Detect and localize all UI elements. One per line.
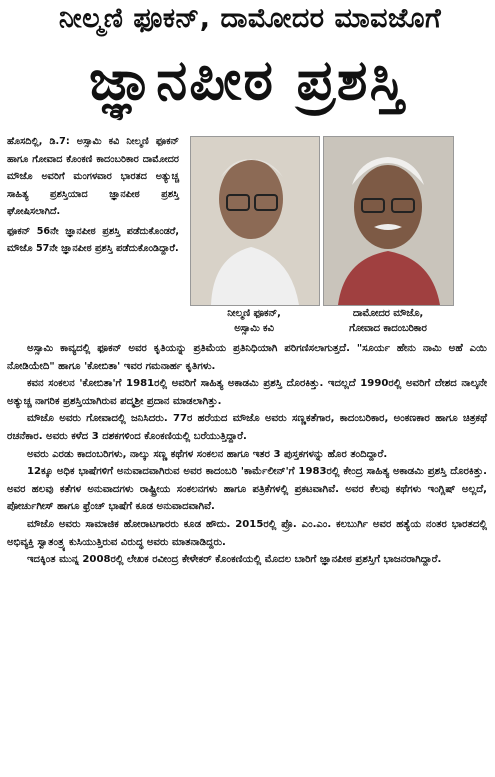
body-paragraph: ಮೌಜೊ ಅವರು ಗೋವಾದಲ್ಲಿ ಜನಿಸಿದರು. 77ರ ಹರೆಯದ ಮೌಜೊ ಅವರು ಸಣ್ಣಕತೆಗಾರ, ಕಾದಂಬರಿಕಾರ, ಅಂಕಣಕಾರ ಹಾಗೂ ಚಿತ್ರಕಥೆ ರಚನೆಕಾರ. ಅವರು ಕಳೆದ 3 ದಶಕಗಳಿಂದ ಕೊಂಕಣಿಯಲ್ಲಿ ಬರೆಯುತ್ತಿದ್ದಾರೆ.: [7, 413, 487, 442]
portrait-photo-nilmani-phookan: [190, 136, 320, 306]
article-body: [7, 340, 487, 569]
lead-column: [7, 133, 179, 260]
body-paragraph: ಕವನ ಸಂಕಲನ 'ಕೋಬಿತಾ'ಗೆ 1981ರಲ್ಲಿ ಅವರಿಗೆ ಸಾಹಿತ್ಯ ಅಕಾಡಮಿ ಪ್ರಶಸ್ತಿ ದೊರಕಿತ್ತು. ಇದಲ್ಲದೆ 1990ರಲ್ಲಿ ಅವರಿಗೆ ದೇಶದ ನಾಲ್ಕನೇ ಅತ್ಯುಚ್ಚ ನಾಗರಿಕ ಪ್ರಶಸ್ತಿಯಾಗಿರುವ ಪದ್ಮಶ್ರೀ ಪ್ರದಾನ ಮಾಡಲಾಗಿತ್ತು.: [7, 378, 487, 407]
body-paragraph: ಇದಕ್ಕಿಂತ ಮುನ್ನ 2008ರಲ್ಲಿ ಲೇಖಕ ರವೀಂದ್ರ ಕೇಳೇಕರ್ ಕೊಂಕಣಿಯಲ್ಲಿ ಮೊದಲ ಬಾರಿಗೆ ಜ್ಞಾನಪೀಠ ಪ್ರಶಸ್ತಿಗೆ ಭಾಜನರಾಗಿದ್ದಾರೆ.: [27, 554, 442, 566]
caption-role: ಅಸ್ಸಾಮಿ ಕವಿ: [234, 323, 274, 334]
body-paragraph: ಮೌಜೊ ಅವರು ಸಾಮಾಜಿಕ ಹೋರಾಟಗಾರರು ಕೂಡ ಹೌದು. 2015ರಲ್ಲಿ ಪ್ರೊ. ಎಂ.ಎಂ. ಕಲಬುರ್ಗಿ ಅವರ ಹತ್ಯೆಯ ನಂತರ ಭಾರತದಲ್ಲಿ ಅಭಿವ್ಯಕ್ತಿ ಸ್ವಾತಂತ್ರ್ಯ ಕುಸಿಯುತ್ತಿರುವ ವಿರುದ್ಧ ಅವರು ಮಾತನಾಡಿದ್ದರು.: [7, 518, 487, 548]
body-paragraph: ಅಸ್ಸಾಮಿ ಕಾವ್ಯದಲ್ಲಿ ಫೂಕನ್ ಅವರ ಕೃತಿಯನ್ನು ಪ್ರತಿಮೆಯ ಪ್ರತಿನಿಧಿಯಾಗಿ ಪರಿಗಣಿಸಲಾಗುತ್ತದೆ. "ಸೂರ್ಯ ಹೇನು ನಾಮಿ ಅಹೆ ಎಯಿ ನೋಡಿಯೇದಿ" ಹಾಗೂ 'ಕೋಬಿತಾ' ಇವರ ಗಮನಾರ್ಹ ಕೃತಿಗಳು.: [7, 343, 487, 372]
caption-role: ಗೋವಾದ ಕಾದಂಬರಿಕಾರ: [349, 323, 427, 334]
photo-caption-1: [190, 306, 318, 336]
portrait-photo-damodar-mauzo: [323, 136, 454, 306]
photo-caption-2: [320, 306, 456, 336]
caption-name: ದಾಮೋದರ ಮೌಜೊ,: [352, 308, 424, 319]
headline-line-1: ನೀಲ್ಮಣಿ ಫೂಕನ್, ದಾಮೋದರ ಮಾವಜೊಗೆ: [58, 3, 442, 34]
lead-paragraph: ಫೂಕನ್ 56ನೇ ಜ್ಞಾನಪೀಠ ಪ್ರಶಸ್ತಿ ಪಡೆದುಕೊಂಡರೆ, ಮೌಜೊ 57ನೇ ಜ್ಞಾನಪೀಠ ಪ್ರಶಸ್ತಿ ಪಡೆದುಕೊಂಡಿದ್ದಾರೆ.: [7, 225, 179, 254]
body-paragraph: ಅವರು ಎರಡು ಕಾದಂಬರಿಗಳು, ನಾಲ್ಕು ಸಣ್ಣ ಕಥೆಗಳ ಸಂಕಲನ ಹಾಗೂ ಇತರ 3 ಪುಸ್ತಕಗಳನ್ನು ಹೊರ ತಂದಿದ್ದಾರೆ.: [27, 448, 388, 460]
caption-name: ನೀಲ್ಮಣಿ ಫೂಕನ್,: [227, 308, 281, 319]
headline-line-2: ಜ್ಞಾನಪೀಠ ಪ್ರಶಸ್ತಿ: [88, 48, 406, 113]
lead-paragraph: ಹೊಸದಿಲ್ಲಿ, ಡಿ.7: ಅಸ್ಸಾಮಿ ಕವಿ ನೀಲ್ಮಣಿ ಫೂಕನ್ ಹಾಗೂ ಗೋವಾದ ಕೊಂಕಣಿ ಕಾದಂಬರಿಕಾರ ದಾಮೋದರ ಮೌಜೊ ಅವರಿಗೆ ಮಂಗಳವಾರ ಭಾರತದ ಅತ್ಯುಚ್ಚ ಸಾಹಿತ್ಯ ಪ್ರಶಸ್ತಿಯಾದ ಜ್ಞಾನಪೀಠ ಪ್ರಶಸ್ತಿ ಘೋಷಿಸಲಾಗಿದೆ.: [7, 136, 179, 217]
body-paragraph: 12ಕ್ಕೂ ಅಧಿಕ ಭಾಷೆಗಳಿಗೆ ಅನುವಾದವಾಗಿರುವ ಅವರ ಕಾದಂಬರಿ 'ಕಾರ್ಮೆಲೀನ್'ಗೆ 1983ರಲ್ಲಿ ಕೇಂದ್ರ ಸಾಹಿತ್ಯ ಅಕಾಡಮಿ ಪ್ರಶಸ್ತಿ ದೊರಕಿತ್ತು. ಅವರ ಹಲವು ಕತೆಗಳ ಅನುವಾದಗಳು ರಾಷ್ಟ್ರೀಯ ಸಂಕಲನಗಳು ಹಾಗೂ ಪತ್ರಿಕೆಗಳಲ್ಲಿ ಪ್ರಕಟವಾಗಿವೆ. ಅವರ ಕೆಲವು ಕಥೆಗಳು ಇಂಗ್ಲಿಷ್ ಅಲ್ಲದೆ, ಪೋರ್ಚುಗೀಸ್ ಹಾಗೂ ಫ್ರೆಂಚ್ ಭಾಷೆಗೆ ಕೂಡ ಅನುವಾದವಾಗಿವೆ.: [7, 466, 487, 513]
